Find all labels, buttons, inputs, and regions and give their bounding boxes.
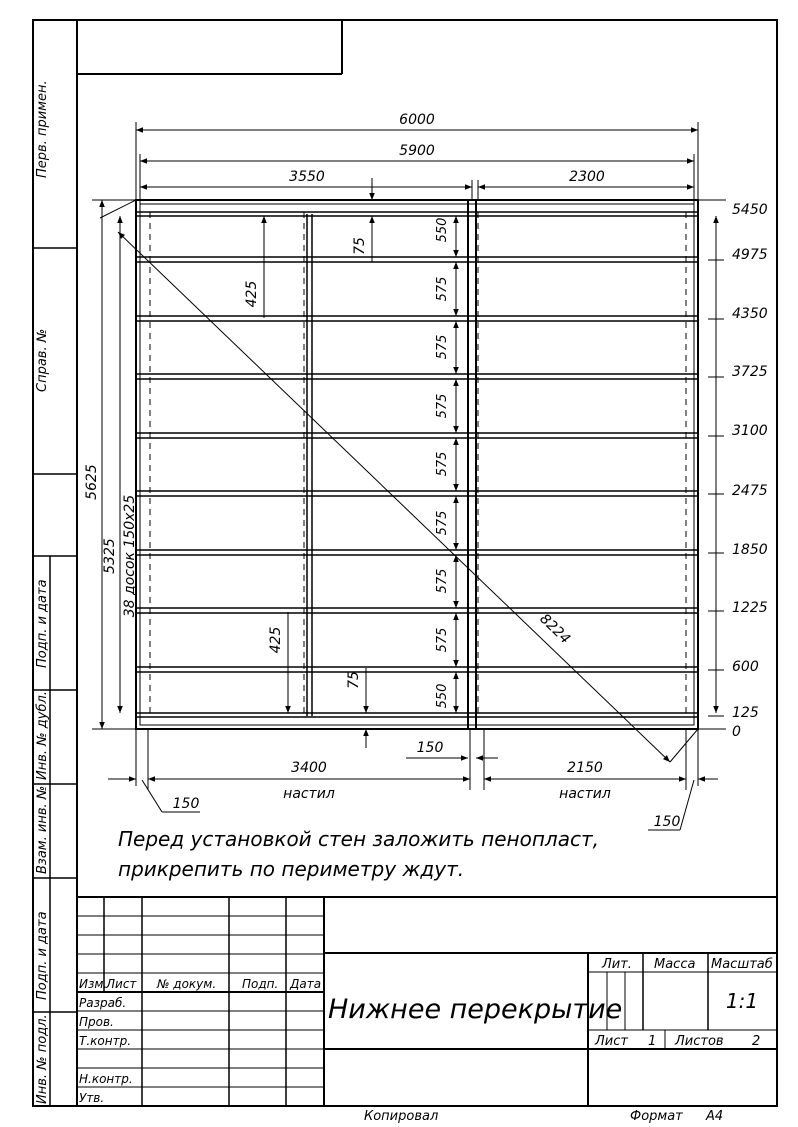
tb-razrab: Разраб. [79, 996, 127, 1010]
tb-utv: Утв. [79, 1091, 105, 1105]
tb-sheet-label: Лист [595, 1034, 628, 1049]
side-perv-primen: Перв. примен. [35, 80, 50, 178]
tb-prov: Пров. [79, 1015, 114, 1029]
dim-575-5: 575 [435, 510, 450, 536]
footer-format-label: Формат [630, 1109, 683, 1124]
scale-4350: 4350 [732, 306, 768, 322]
scale-3725: 3725 [732, 364, 768, 380]
sheet-frame [33, 20, 777, 1106]
dim-425-top: 425 [244, 280, 260, 308]
tb-data: Дата [290, 977, 322, 991]
dim-550-bottom: 550 [435, 683, 450, 709]
scale-3100: 3100 [732, 423, 768, 439]
scale-125: 125 [732, 705, 759, 721]
dim-75-bottom: 75 [346, 671, 362, 689]
dim-550-top: 550 [435, 217, 450, 243]
tb-sheet-no: 1 [648, 1034, 657, 1049]
side-inv-podl: Инв. № подл. [35, 1014, 50, 1104]
foundation-dashed-lines [150, 212, 686, 718]
dim-75-top: 75 [352, 237, 368, 255]
scale-600: 600 [732, 659, 759, 675]
dim-425-bottom: 425 [268, 626, 284, 654]
tb-lit: Лит. [602, 957, 632, 972]
dim-575-3: 575 [435, 393, 450, 419]
side-podp-data-1: Подп. и дата [35, 579, 50, 668]
right-scale-labels [732, 202, 768, 740]
dim-575-7: 575 [435, 627, 450, 653]
tb-nkontr: Н.контр. [79, 1072, 133, 1086]
dim-150-joist: 150 [416, 740, 444, 756]
side-podp-data-2: Подп. и дата [35, 911, 50, 1000]
scale-1225: 1225 [732, 600, 768, 616]
scale-1850: 1850 [732, 542, 768, 558]
dim-2150: 2150 [567, 760, 603, 776]
label-nastil-right: настил [559, 786, 611, 802]
scale-2475: 2475 [732, 483, 768, 499]
footer-kopiroval: Копировал [364, 1109, 439, 1124]
dim-5900: 5900 [399, 143, 435, 159]
scale-0: 0 [732, 724, 741, 740]
drawing-note [118, 827, 599, 881]
tb-drawing-title: Нижнее перекрытие [328, 994, 623, 1025]
title-block-texts [79, 957, 773, 1105]
floor-plan [100, 200, 698, 762]
tb-massa: Масса [654, 957, 696, 972]
tb-scale-value: 1:1 [725, 989, 759, 1013]
joists [136, 212, 698, 717]
dim-3550: 3550 [289, 169, 325, 185]
tb-sheets-total: 2 [752, 1034, 761, 1049]
footer-format-value: А4 [706, 1109, 724, 1124]
tb-podp: Подп. [242, 977, 279, 991]
side-stamp [33, 80, 77, 1106]
dim-5625: 5625 [84, 464, 100, 500]
label-nastil-left: настил [283, 786, 335, 802]
tb-list: Лист [106, 977, 137, 991]
side-inv-dubl: Инв. № дубл. [35, 691, 50, 780]
dim-3400: 3400 [291, 760, 327, 776]
note-line-2: прикрепить по периметру ждут. [118, 857, 465, 881]
footer [364, 1109, 723, 1124]
tb-no-dokum: № докум. [157, 977, 217, 991]
dim-5325: 5325 [102, 538, 118, 574]
scale-4975: 4975 [732, 247, 768, 263]
dim-575-2: 575 [435, 334, 450, 360]
dim-150-right: 150 [653, 814, 681, 830]
note-line-1: Перед установкой стен заложить пенопласт, [118, 827, 599, 851]
dim-575-4: 575 [435, 451, 450, 477]
dim-2300: 2300 [569, 169, 605, 185]
dim-6000: 6000 [399, 112, 435, 128]
tb-sheets-label: Листов [675, 1034, 724, 1049]
dim-8224: 8224 [536, 610, 574, 648]
dim-575-6: 575 [435, 568, 450, 594]
tb-izm: Изм. [79, 977, 108, 991]
tb-masshtab: Масштаб [711, 957, 773, 972]
dim-boards: 38 досок 150x25 [122, 494, 138, 618]
side-vzam-inv: Взам. инв. № [35, 785, 50, 874]
dim-575-1: 575 [435, 276, 450, 302]
dim-150-left: 150 [172, 796, 200, 812]
dimension-texts [84, 112, 680, 830]
scale-5450: 5450 [732, 202, 768, 218]
side-sprav-no: Справ. № [35, 328, 50, 392]
tb-tkontr: Т.контр. [79, 1034, 132, 1048]
